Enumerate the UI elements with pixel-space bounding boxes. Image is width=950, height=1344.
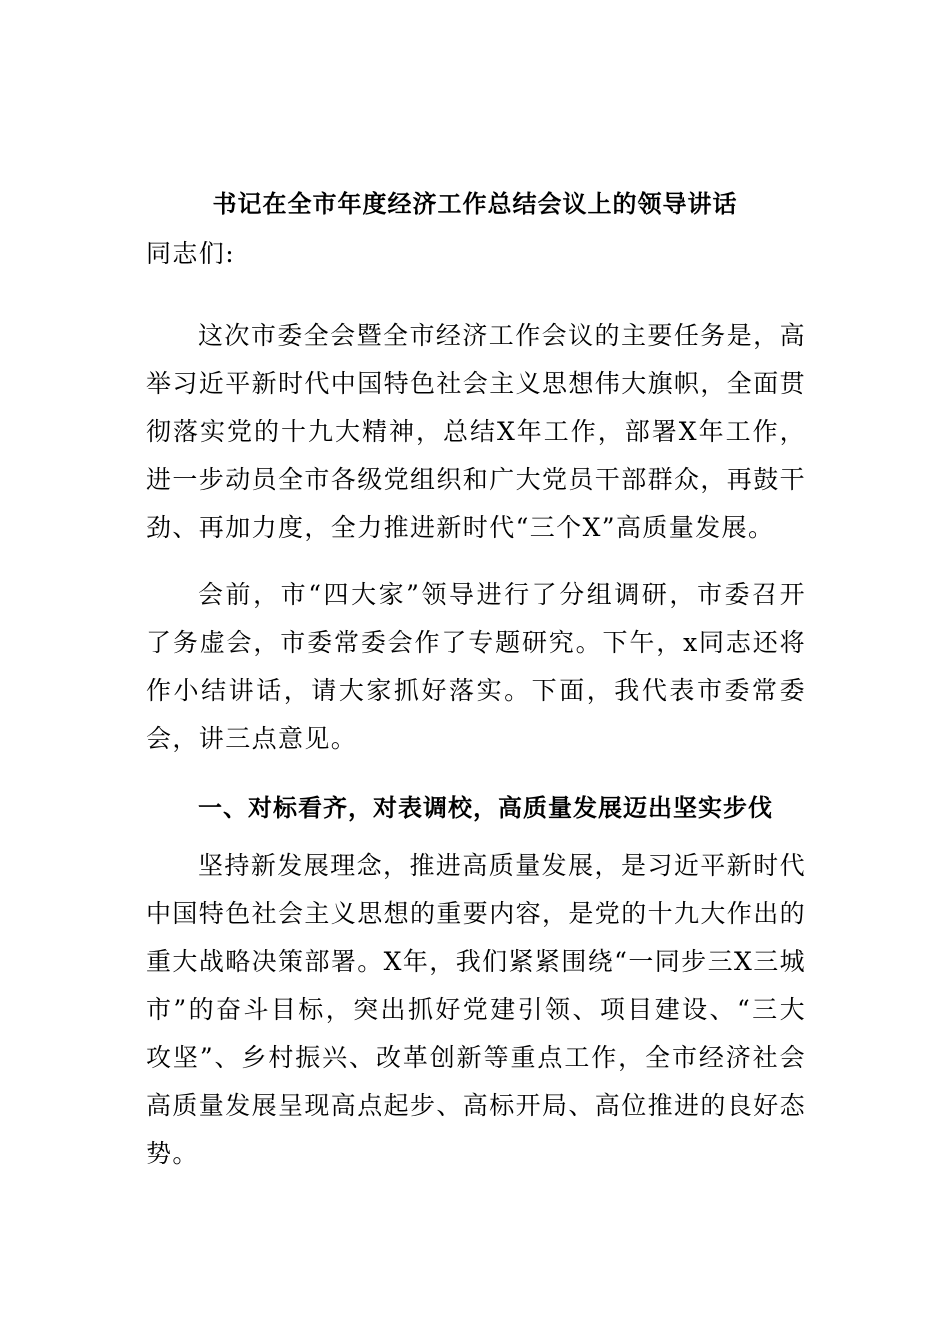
paragraph-intro: 这次市委全会暨全市经济工作会议的主要任务是，高举习近平新时代中国特色社会主义思想伟大旗帜，全面贯彻落实党的十九大精神，总结X年工作，部署X年工作，进一步动员全市各级党组织和广大党员干部群众，再鼓干劲、再加力度，全力推进新时代“三个X”高质量发展。 [146, 321, 807, 542]
greeting: 同志们: [146, 239, 236, 268]
section-heading: 一、对标看齐，对表调校，高质量发展迈出坚实步伐 [198, 794, 773, 822]
section-paragraph: 坚持新发展理念，推进高质量发展，是习近平新时代中国特色社会主义思想的重要内容，是党的十九大作出的重大战略决策部署。X年，我们紧紧围绕“一同步三X三城市”的奋斗目标，突出抓好党建引领、项目建设、“三大攻坚”、乡村振兴、改革创新等重点工作，全市经济社会高质量发展呈现高点起步、高标开局、高位推进的良好态势。 [146, 851, 807, 1168]
document-title: 书记在全市年度经济工作总结会议上的领导讲话 [212, 190, 738, 219]
paragraph-preparation: 会前，市“四大家”领导进行了分组调研，市委召开了务虚会，市委常委会作了专题研究。下午，x同志还将作小结讲话，请大家抓好落实。下面，我代表市委常委会，讲三点意见。 [146, 580, 806, 753]
